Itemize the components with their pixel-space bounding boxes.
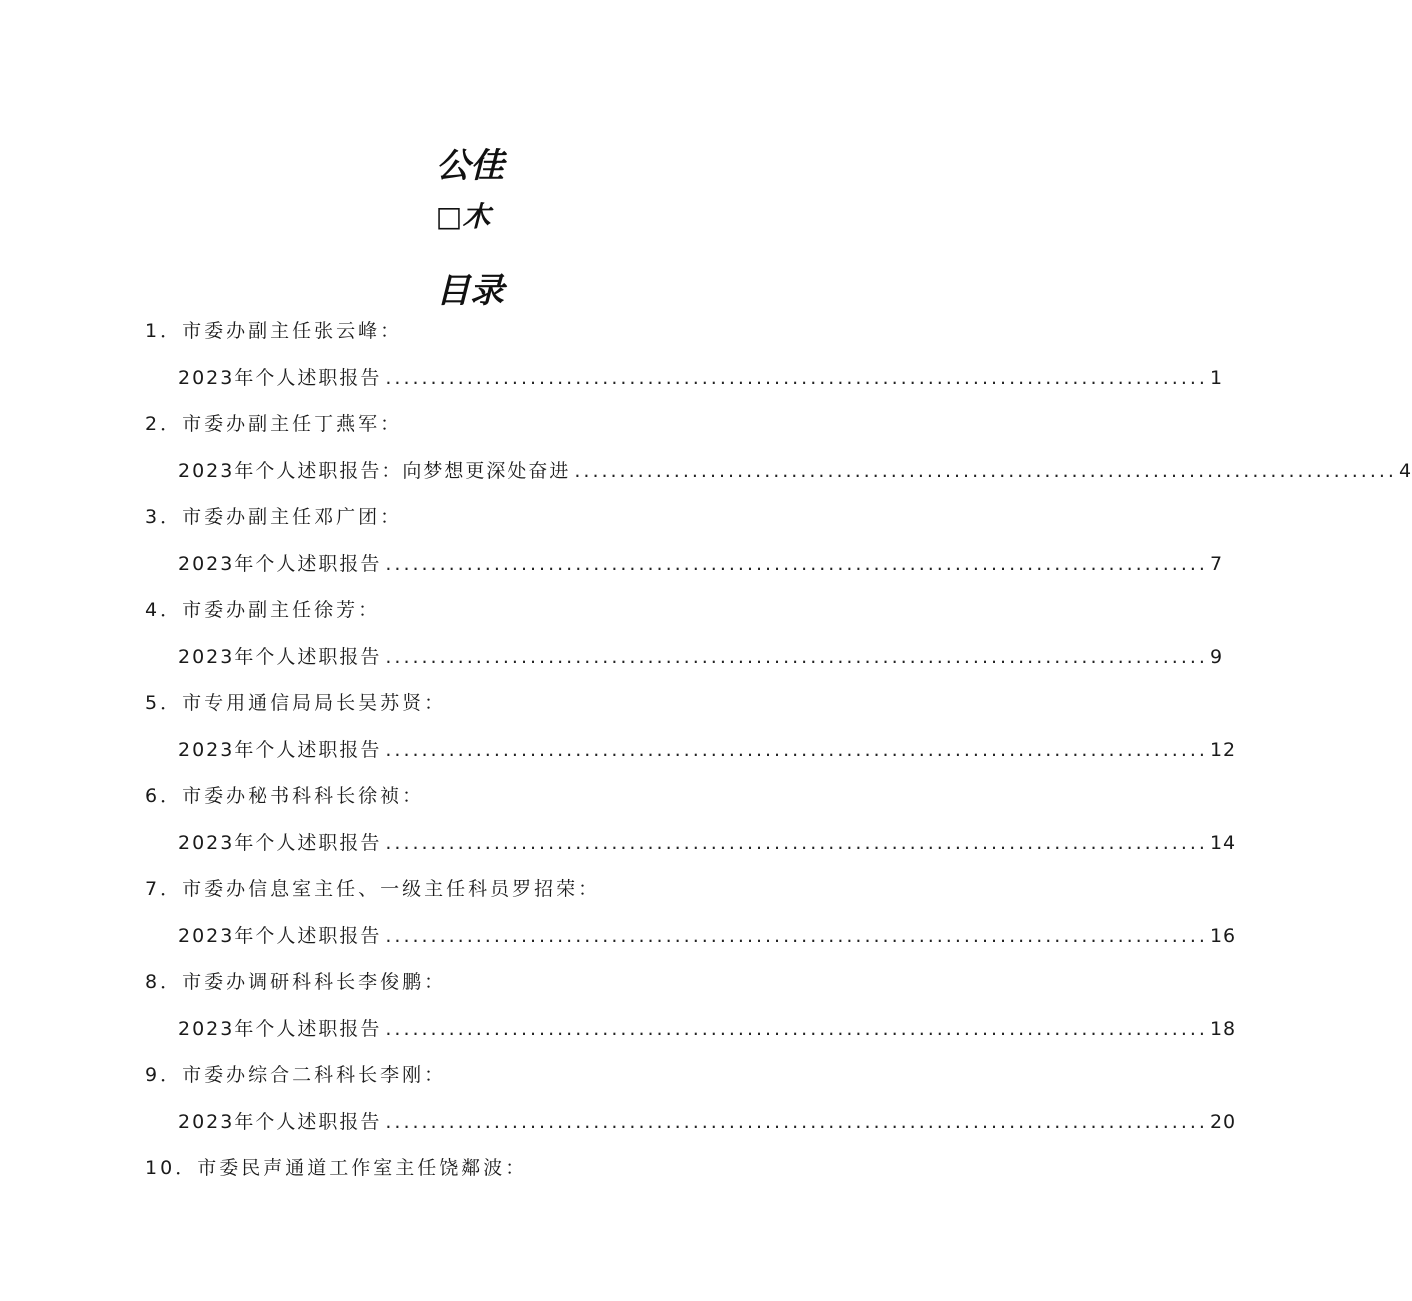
toc-entry-line[interactable]: [178, 920, 1237, 952]
toc-entry[interactable]: [0, 501, 1224, 594]
toc-title: 目录: [436, 271, 504, 311]
toc-entry-subtitle: 2023年个人述职报告: [178, 925, 382, 947]
toc-entry-subtitle: 2023年个人述职报告: [178, 739, 382, 761]
toc-entry-subtitle: 2023年个人述职报告: [178, 553, 382, 575]
toc-entry[interactable]: [0, 594, 1224, 687]
toc-entry-title: ．市委办秘书科科长徐祯：: [160, 785, 425, 807]
toc-entry-line[interactable]: [178, 455, 1412, 487]
toc-entry-subtitle: 2023年个人述职报告: [178, 1018, 382, 1040]
toc-page-number: 4: [1398, 460, 1412, 482]
toc-entry-number: 1: [145, 320, 161, 342]
header-line-1: 公佳: [436, 146, 504, 186]
toc-entry-line[interactable]: [178, 641, 1224, 673]
toc-entry-title: ．市专用通信局局长吴苏贤：: [160, 692, 447, 714]
toc-leader-dots: ...........................................................................................: [385, 832, 1208, 854]
toc-entry-line[interactable]: [178, 827, 1237, 859]
toc-entry-subtitle: 2023年个人述职报告: [178, 367, 382, 389]
toc-entry-line[interactable]: [178, 1106, 1237, 1138]
toc-page-number: 18: [1209, 1018, 1237, 1040]
toc-entry-heading: [145, 1059, 446, 1091]
toc-page-number: 7: [1209, 553, 1224, 575]
toc-entry-number: 7: [145, 878, 161, 900]
toc-entry-title: ．市委办副主任丁燕军：: [160, 413, 403, 435]
header-line-2: □木: [435, 200, 491, 233]
toc-entry-title: ．市委办综合二科科长李刚：: [160, 1064, 447, 1086]
toc-entry-number: 2: [145, 413, 161, 435]
toc-entry-subtitle: 2023年个人述职报告: [178, 832, 382, 854]
toc-leader-dots: ...........................................................................................: [385, 1111, 1208, 1133]
toc-entry-line[interactable]: [178, 1013, 1237, 1045]
toc-entry-number: 4: [145, 599, 161, 621]
toc-entry-heading: [145, 315, 402, 347]
toc-entry-number: 6: [145, 785, 161, 807]
toc-entry[interactable]: [0, 408, 1412, 501]
toc-entry-heading: [145, 966, 446, 998]
toc-entry-heading: [145, 408, 402, 440]
toc-page-number: 16: [1209, 925, 1237, 947]
toc-entry-heading: [145, 594, 380, 626]
toc-entry-title: ．市委民声通道工作室主任饶鄰波：: [175, 1157, 528, 1179]
toc-entry-title: ．市委办调研科科长李俊鹏：: [160, 971, 447, 993]
toc-entry-number: 9: [145, 1064, 161, 1086]
toc-leader-dots: ...........................................................................................: [385, 646, 1208, 668]
toc-leader-dots: ...........................................................................................: [385, 739, 1208, 761]
toc-leader-dots: ...........................................................................................: [385, 1018, 1208, 1040]
toc-entry[interactable]: [0, 1152, 920, 1245]
toc-entry-subtitle: 2023年个人述职报告: [178, 646, 382, 668]
toc-leader-dots: ...........................................................................................: [385, 553, 1208, 575]
toc-entry-heading: [145, 873, 600, 905]
toc-entry-heading: [145, 501, 402, 533]
toc-entry-title: ．市委办副主任邓广团：: [160, 506, 403, 528]
toc-entry-title: ．市委办信息室主任、一级主任科员罗招荣：: [160, 878, 601, 900]
toc-entry[interactable]: [0, 780, 1237, 873]
toc-entry-number: 10: [145, 1157, 176, 1179]
toc-entry[interactable]: [0, 873, 1237, 966]
toc-entry-number: 5: [145, 692, 161, 714]
toc-page-number: 12: [1209, 739, 1237, 761]
toc-page-number: 9: [1209, 646, 1224, 668]
toc-leader-dots: ...........................................................................................: [385, 367, 1208, 389]
toc-entry-subtitle: 2023年个人述职报告：向梦想更深处奋进: [178, 460, 571, 482]
toc-leader-dots: ...........................................................................................: [385, 925, 1208, 947]
toc-entry[interactable]: [0, 1059, 1237, 1152]
toc-entry-line[interactable]: [178, 734, 1237, 766]
toc-entry-title: ．市委办副主任徐芳：: [160, 599, 381, 621]
toc-entry[interactable]: [0, 687, 1237, 780]
toc-entry[interactable]: [0, 966, 1237, 1059]
toc-entry-line[interactable]: [178, 362, 1224, 394]
toc-page-number: 1: [1209, 367, 1224, 389]
toc-entry-title: ．市委办副主任张云峰：: [160, 320, 403, 342]
toc-entry-number: 8: [145, 971, 161, 993]
toc-page-number: 20: [1209, 1111, 1237, 1133]
toc-page-number: 14: [1209, 832, 1237, 854]
table-of-contents: [0, 315, 1412, 1245]
toc-entry-heading: [145, 780, 424, 812]
toc-entry-line[interactable]: [178, 548, 1224, 580]
toc-entry[interactable]: [0, 315, 1224, 408]
toc-leader-dots: ...........................................................................................: [574, 460, 1397, 482]
toc-entry-heading: [145, 687, 446, 719]
toc-entry-heading: [145, 1152, 527, 1184]
toc-entry-subtitle: 2023年个人述职报告: [178, 1111, 382, 1133]
toc-entry-number: 3: [145, 506, 161, 528]
